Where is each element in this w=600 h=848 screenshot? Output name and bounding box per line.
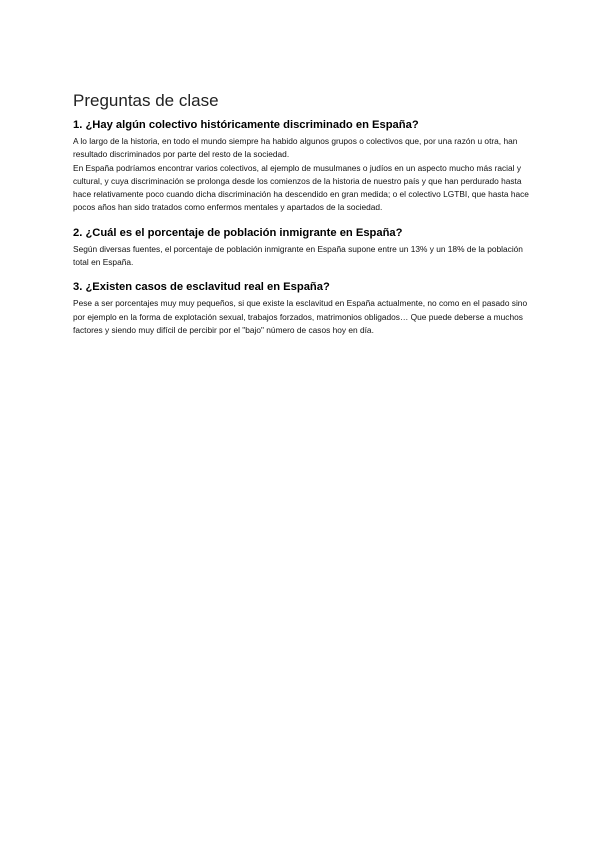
- answer-paragraph: A lo largo de la historia, en todo el mundo siempre ha habido algunos grupos o colectivos que, por una razón u otra, han resultado discriminados por parte del resto de la sociedad.: [73, 136, 518, 160]
- answer-paragraph: Según diversas fuentes, el porcentaje de población inmigrante en España supone entre un 13% y un 18% de la población total en España.: [73, 243, 523, 268]
- question-1: [73, 118, 533, 215]
- answer-paragraph: En España podríamos encontrar varios colectivos, al ejemplo de musulmanes o judíos en un aspecto mucho más racial y cultural, y cuya discriminación se prolonga desde los comienzos de la historia de nuestro país y que han perdurado hasta hace relativamente poco cuando dicha discriminación ha descendido en gran medida; o el colectivo LGTBI, que hasta hace pocos años han sido tratados como enfermos mentales y apartados de la sociedad.: [73, 162, 529, 213]
- document-content: [73, 91, 533, 348]
- page-title: Preguntas de clase: [73, 91, 219, 110]
- question-heading: 1. ¿Hay algún colectivo históricamente discriminado en España?: [73, 119, 419, 131]
- question-heading: 2. ¿Cuál es el porcentaje de población inmigrante en España?: [73, 226, 403, 239]
- answer-paragraph: Pese a ser porcentajes muy muy pequeños, si que existe la esclavitud en España actualmente, no como en el pasado sino por ejemplo en la forma de explotación sexual, trabajos forzados, matrimonios obligados… Que puede deberse a muchos factores y siendo muy difícil de percibir por el "bajo" número de casos hoy en día.: [73, 298, 528, 335]
- question-3: [73, 280, 533, 337]
- question-heading: 3. ¿Existen casos de esclavitud real en España?: [73, 281, 330, 294]
- question-2: [73, 226, 533, 270]
